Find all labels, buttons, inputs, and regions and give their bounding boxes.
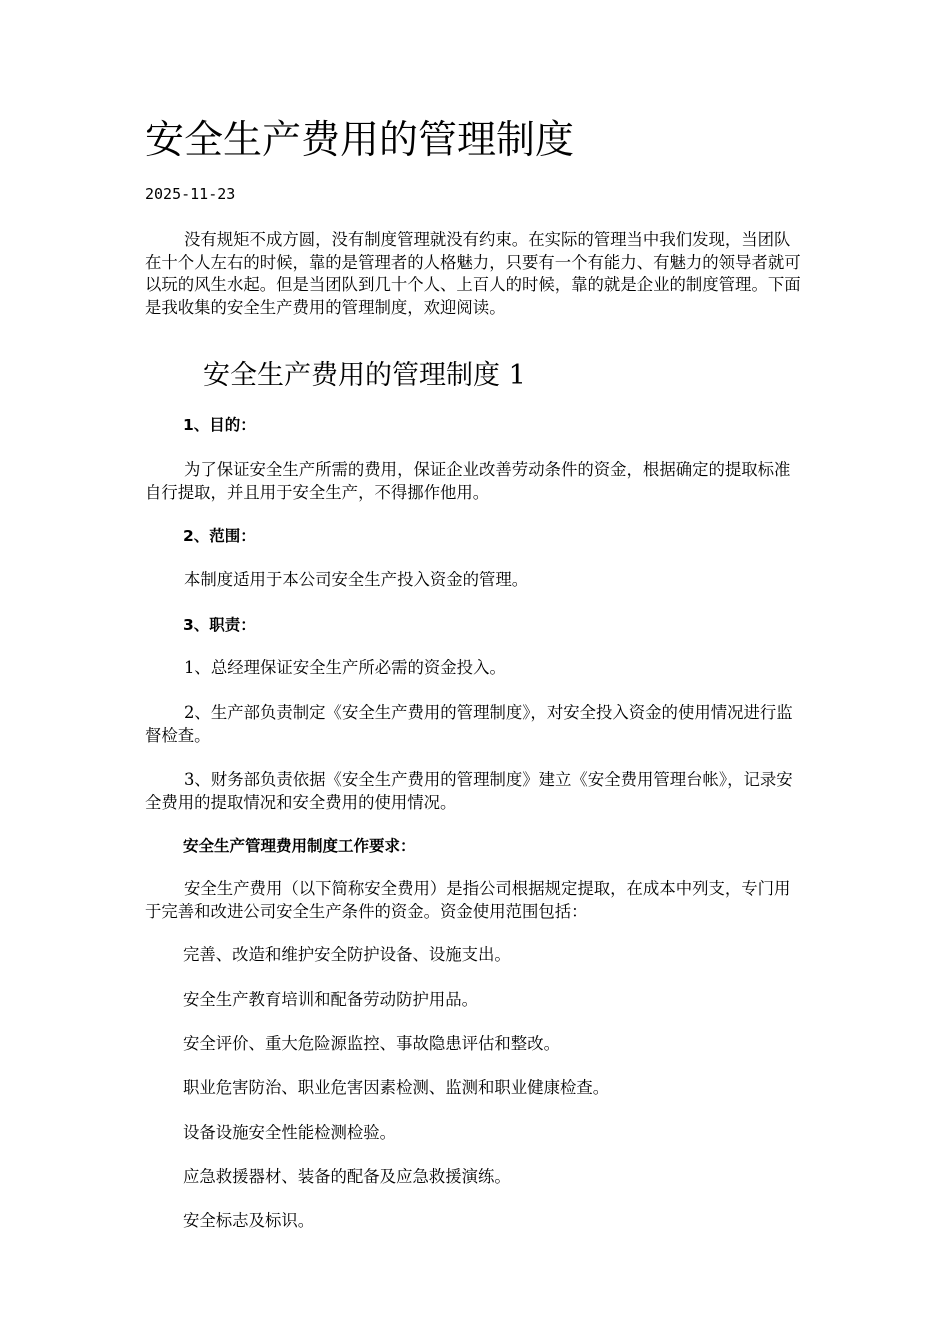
purpose-heading: 1、目的： [183,416,256,434]
scope-paragraph: 本制度适用于本公司安全生产投入资金的管理。 [184,570,529,589]
usage-list-item: 完善、改造和维护安全防护设备、设施支出。 [183,945,511,964]
publish-date: 2025-11-23 [145,185,236,203]
requirements-heading: 安全生产管理费用制度工作要求： [183,837,416,855]
requirements-paragraph: 安全生产费用（以下简称安全费用）是指公司根据规定提取，在成本中列支，专门用于完善和改进公司安全生产条件的资金。资金使用范围包括： [145,879,791,921]
usage-list-item: 安全评价、重大危险源监控、事故隐患评估和整改。 [183,1034,560,1053]
section-title: 安全生产费用的管理制度 1 [203,360,526,391]
usage-list-item: 设备设施安全性能检测检验。 [183,1123,397,1142]
intro-paragraph: 没有规矩不成方圆，没有制度管理就没有约束。在实际的管理当中我们发现，当团队在十个人左右的时候，靠的是管理者的人格魅力，只要有一个有能力、有魅力的领导者就可以玩的风生水起。但是当团队到几十个人、上百人的时候，靠的就是企业的制度管理。下面是我收集的安全生产费用的管理制度，欢迎阅读。 [145,230,801,317]
duty-item: 2、生产部负责制定《安全生产费用的管理制度》，对安全投入资金的使用情况进行监督检查。 [145,703,793,745]
duty-item: 3、财务部负责依据《安全生产费用的管理制度》建立《安全费用管理台帐》，记录安全费用的提取情况和安全费用的使用情况。 [145,770,793,812]
usage-list-item: 应急救援器材、装备的配备及应急救援演练。 [183,1167,511,1186]
document-title: 安全生产费用的管理制度 [145,118,575,163]
purpose-paragraph: 为了保证安全生产所需的费用，保证企业改善劳动条件的资金，根据确定的提取标准自行提取，并且用于安全生产，不得挪作他用。 [145,460,791,502]
scope-heading: 2、范围： [183,527,256,545]
usage-list-item: 安全生产教育培训和配备劳动防护用品。 [183,990,479,1009]
usage-list-item: 安全标志及标识。 [183,1211,315,1230]
duty-item: 1、总经理保证安全生产所必需的资金投入。 [184,658,506,677]
duties-heading: 3、职责： [183,616,256,634]
usage-list-item: 职业危害防治、职业危害因素检测、监测和职业健康检查。 [183,1078,610,1097]
